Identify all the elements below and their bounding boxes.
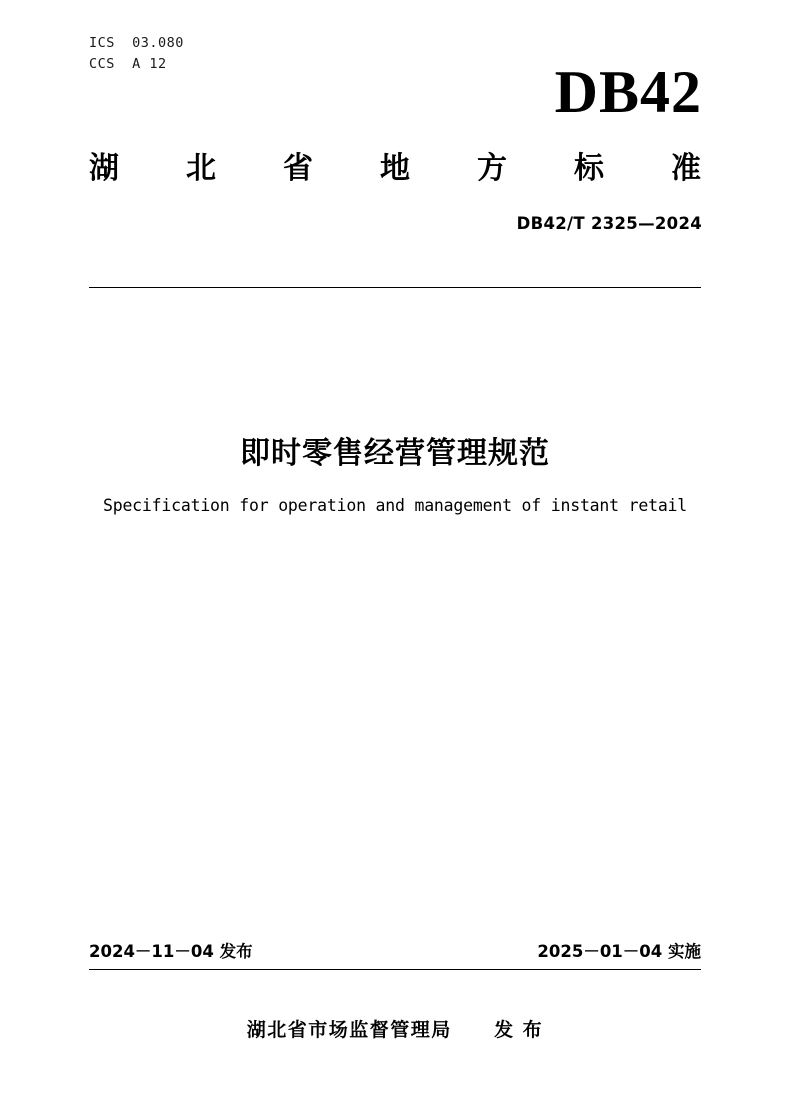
heading-char-1: 湖 [89, 151, 119, 186]
standard-number: DB42/T 2325—2024 [516, 214, 702, 233]
ccs-code: CCS A 12 [89, 56, 167, 72]
publish-label: 发 布 [494, 1019, 544, 1041]
heading-char-3: 省 [283, 151, 313, 186]
heading-char-5: 方 [477, 151, 507, 186]
heading-char-7: 准 [671, 151, 701, 186]
heading-char-2: 北 [186, 151, 216, 186]
document-title-chinese: 即时零售经营管理规范 [240, 436, 550, 471]
publisher-name: 湖北省市场监督管理局 [246, 1019, 452, 1041]
divider-bottom [89, 969, 701, 970]
issue-date: 2024－11－04 发布 [89, 942, 253, 961]
ics-code: ICS 03.080 [89, 35, 184, 51]
heading-char-6: 标 [574, 151, 604, 186]
document-title-english: Specification for operation and management of instant retail [102, 496, 688, 515]
classification-codes [89, 33, 184, 75]
effective-date: 2025－01－04 实施 [537, 942, 701, 961]
date-row [89, 938, 701, 962]
divider-top [89, 287, 701, 288]
heading-char-4: 地 [380, 151, 410, 186]
standard-type-heading [89, 148, 701, 190]
publisher-line [0, 1015, 790, 1042]
db42-logo: DB42 [554, 59, 702, 125]
